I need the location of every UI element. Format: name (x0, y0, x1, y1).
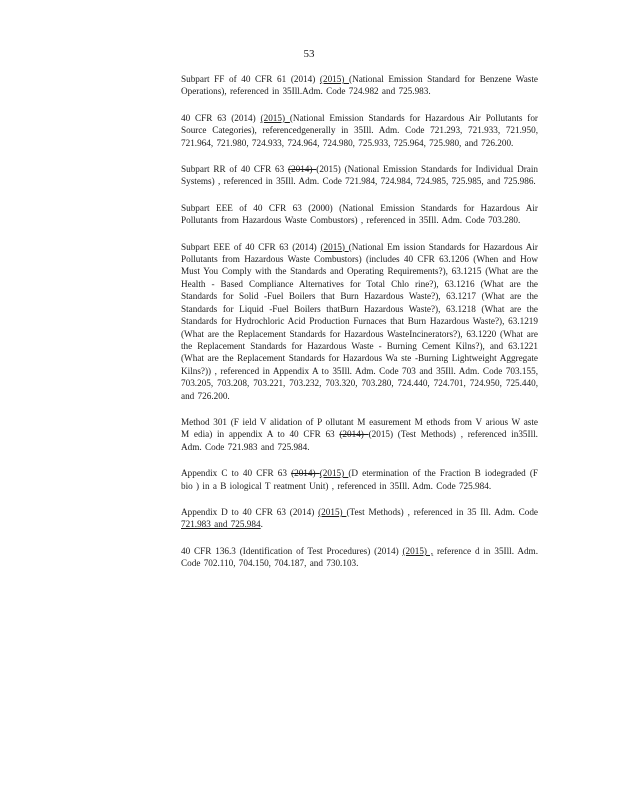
entry-text: Method 301 (F ield V alidation of P ollutant M easurement M ethods from V arious W aste M edia) in appendix A to 40 CFR 63 (181, 416, 538, 440)
inserted-text: (2015) (319, 74, 350, 84)
entry-text: (National Em ission Standards for Hazardous Air Pollutants from Hazardous Waste Combustors) (includes 40 CFR 63.1206 (When and How Must You Comply with the Standards and Operating Requirements?), 63.1215 (What are the Health - Based Compliance Alternatives for Total Chlo rine?), 63.1216 (What are the Standards for Solid -Fuel Boilers that Burn Hazardous Waste?), 63.1217 (What are the Standards for Liquid -Fuel Boilers thatBurn Hazardous Waste?), 63.1218 (What are the Standards for Hydrochloric Acid Production Furnaces that Burn Hazardous Waste?), 63.1219 (What are the Replacement Standards for Hazardous WasteIncinerators?), 63.1220 (What are the Replacement Standards for Hazardous Waste - Burning Cement Kilns?), and 63.1221 (What are the Replacement Standards for Hazardous Wa ste -Burning Lightweight Aggregate Kilns?)) , referenced in Appendix A to 35Ill. Adm. Code 703 and 35Ill. Adm. Code 703.155, 703.205, 703.208, 703.221, 703.232, 703.320, 703.280, 724.440, 724.701, 724.950, 725.440, and 726.200. (181, 241, 538, 401)
entry-text: (2015) (National Emission Standards for Individual Drain Systems) , referenced in 35Ill. Adm. Code 721.984, 724.984, 724.985, 725.985, and 725.986. (181, 164, 539, 187)
reference-entry (181, 545, 538, 570)
entry-text: (2015) (Test Methods) , referenced in35Ill. Adm. Code 721.983 and 725.984. (181, 429, 538, 452)
reference-entry (181, 73, 538, 98)
entry-text: 40 CFR 63 (2014) (181, 112, 261, 123)
entry-text: Subpart FF of 40 CFR 61 (2014) (181, 74, 320, 84)
entry-text: (Test Methods) , referenced in 35 Ill. Adm. Code (346, 506, 539, 517)
inserted-text: (2015) (319, 468, 349, 479)
entry-text: Subpart EEE of 40 CFR 63 (2000) (National Emission Standards for Hazardous Air Pollutants from Hazardous Waste Combustors) , referenced in 35Ill. Adm. Code 703.280. (181, 202, 538, 226)
inserted-text: (2015) , (402, 545, 434, 556)
inserted-text: 721.983 and 725.984 (181, 519, 261, 530)
reference-entry (181, 112, 538, 149)
entry-text: Subpart EEE of 40 CFR 63 (2014) (181, 241, 321, 252)
reference-entry (181, 467, 538, 492)
entry-text: Appendix C to 40 CFR 63 (181, 468, 292, 479)
reference-entry (181, 416, 538, 453)
deleted-text: (2014) (339, 429, 369, 440)
inserted-text: (2015) (260, 112, 290, 123)
entry-text: . (260, 519, 263, 530)
reference-entry (181, 202, 538, 227)
inserted-text: (2015) (318, 506, 347, 517)
entry-text: (D etermination of the Fraction B iodegraded (F bio ) in a B iological T reatment Unit) , referenced in 35Ill. Adm. Code 725.984. (181, 468, 539, 491)
entry-text: reference d in 35Ill. Adm. Code 702.110, 704.150, 704.187, and 730.103. (181, 545, 538, 569)
entry-text: (National Emission Standards for Hazardous Air Pollutants for Source Categories), referencedgenerally in 35Ill. Adm. Code 721.293, 721.933, 721.950, 721.964, 721.980, 724.933, 724.964, 724.980, 725.933, 725.964, 725.980, and 726.200. (181, 112, 538, 148)
document-body (181, 73, 538, 584)
deleted-text: (2014) (291, 468, 320, 479)
page-number: 53 (303, 48, 315, 60)
reference-entry (181, 163, 538, 188)
entry-text: (National Emission Standard for Benzene Waste Operations), referenced in 35Ill.Adm. Code 724.982 and 725.983. (181, 74, 538, 97)
reference-entry (181, 241, 538, 402)
entry-text: Subpart RR of 40 CFR 63 (181, 164, 288, 175)
deleted-text: (2014) (287, 164, 317, 175)
inserted-text: (2015) (320, 241, 349, 252)
entry-text: 40 CFR 136.3 (Identification of Test Procedures) (2014) (181, 545, 403, 556)
reference-entry (181, 506, 538, 531)
entry-text: Appendix D to 40 CFR 63 (2014) (181, 506, 319, 517)
